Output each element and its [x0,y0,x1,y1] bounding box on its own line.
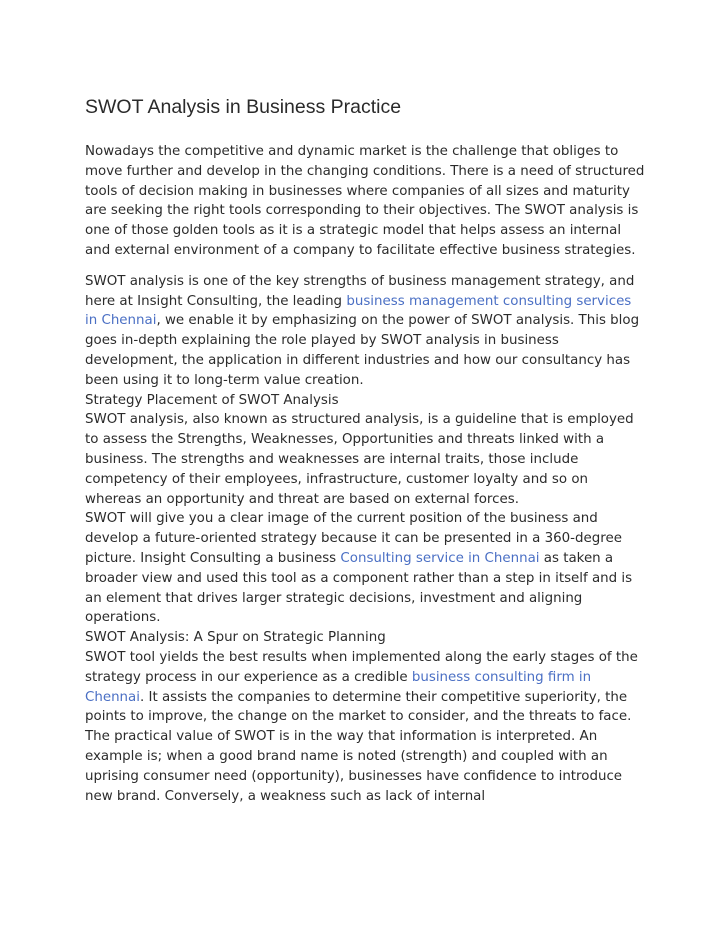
section-heading-strategic-planning: SWOT Analysis: A Spur on Strategic Planning [85,630,386,646]
paragraph-text: SWOT analysis is one of the key strengths of business management strategy, and here at Insight Consulting, the leading [85,273,635,309]
management-consulting-link[interactable]: business management consulting services in Chennai [85,293,632,329]
consulting-firm-link[interactable]: business consulting firm in Chennai [85,669,592,705]
paragraph-text: as taken a broader view and used this tool as a component rather than a step in itself and is an element that drives larger strategic decisions, investment and aligning operations. [85,550,633,626]
paragraph-text: SWOT tool yields the best results when implemented along the early stages of the strategy process in our experience as a credible [85,649,638,685]
paragraph-text: SWOT will give you a clear image of the current position of the business and develop a future-oriented strategy because it can be presented in a 360-degree picture. Insight Consulting a business [85,511,622,566]
strength-paragraph [85,272,645,391]
paragraph-text: , we enable it by emphasizing on the power of SWOT analysis. This blog goes in-depth explaining the role played by SWOT analysis in business development, the application in different industries and how our consultancy has been using it to long-term value creation. [85,313,640,388]
clear-image-paragraph [85,509,645,628]
practical-value-paragraph: The practical value of SWOT is in the way that information is interpreted. An example is; when a good brand name is noted (strength) and coupled with an uprising consumer need (opportunity), businesses have confidence to introduce new brand. Conversely, a weakness such as lack of internal [85,729,623,804]
paragraph-text: . It assists the companies to determine their competitive superiority, the points to improve, the change on the market to consider, and the threats to face. [85,689,632,725]
section-heading-strategy-placement: Strategy Placement of SWOT Analysis [85,392,339,408]
intro-paragraph: Nowadays the competitive and dynamic market is the challenge that obliges to move further and develop in the changing conditions. There is a need of structured tools of decision making in businesses where companies of all sizes and maturity are seeking the right tools corresponding to their objectives. The SWOT analysis is one of those golden tools as it is a strategic model that helps assess an internal and external environment of a company to facilitate effective business strategies. [85,144,645,258]
definition-paragraph: SWOT analysis, also known as structured analysis, is a guideline that is employed to assess the Strengths, Weaknesses, Opportunities and threats linked with a business. The strengths and weaknesses are internal traits, those include competency of their employees, infrastructure, customer loyalty and so on whereas an opportunity and threat are based on external forces. [85,412,634,507]
document-body [85,94,645,806]
document-title: SWOT Analysis in Business Practice [85,96,402,118]
early-stages-paragraph [85,648,645,727]
consulting-service-link[interactable]: Consulting service in Chennai [340,550,540,566]
